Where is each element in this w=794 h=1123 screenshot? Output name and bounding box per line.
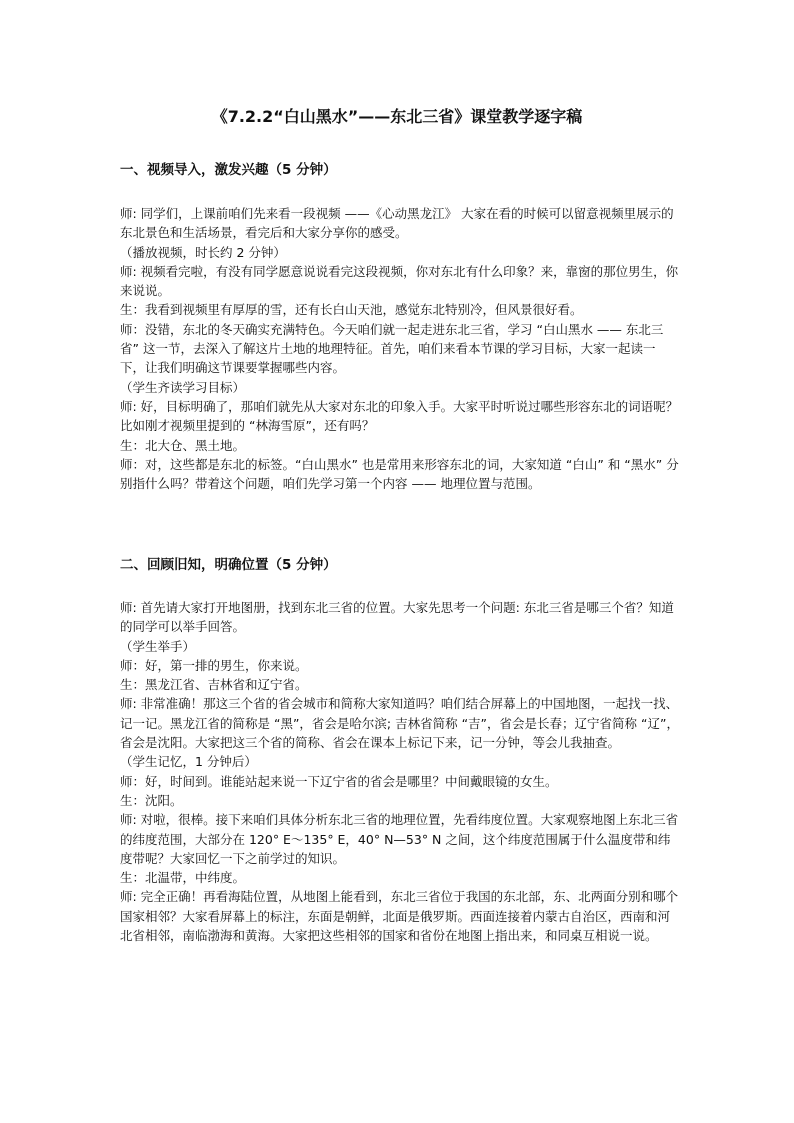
paragraph: 师：对，这些都是东北的标签。“白山黑水” 也是常用来形容东北的词，大家知道 “白山” 和 “黑水” 分别指什么吗？带着这个问题，咱们先学习第一个内容 —— 地理位置与范围。 xyxy=(120,456,679,492)
paragraph: 生：北大仓、黑土地。 xyxy=(120,437,246,453)
paragraph: 师: 同学们，上课前咱们先来看一段视频 ——《心动黑龙江》 大家在看的时候可以留意视频里展示的东北景色和生活场景，看完后和大家分享你的感受。 xyxy=(120,206,674,241)
paragraph: 生：我看到视频里有厚厚的雪，还有长白山天池，感觉东北特别冷，但风景很好看。 xyxy=(120,302,583,318)
section-body-2 xyxy=(120,598,680,945)
paragraph: （学生举手） xyxy=(120,638,196,654)
paragraph: 生：黑龙江省、吉林省和辽宁省。 xyxy=(120,677,308,693)
paragraph: 生：沈阳。 xyxy=(120,792,183,808)
paragraph: （学生记忆，1 分钟后） xyxy=(120,754,257,770)
paragraph: 师: 非常准确！那这三个省的省会城市和简称大家知道吗？咱们结合屏幕上的中国地图，一起找一找、记一记。黑龙江省的简称是 “黑”，省会是哈尔滨; 吉林省简称 “吉”，省会是长春；辽宁省简称 “辽”，省会是沈阳。大家把这三个省的简称、省会在课本上标记下来，记一分钟，等会儿我抽查。 xyxy=(120,696,679,751)
paragraph: 师：没错，东北的冬天确实充满特色。今天咱们就一起走进东北三省，学习 “白山黑水 —— 东北三省” 这一节，去深入了解这片土地的地理特征。首先，咱们来看本节课的学习目标，大家一起读一下，让我们明确这节课要掌握哪些内容。 xyxy=(120,321,664,376)
section-body-1 xyxy=(120,204,680,493)
paragraph: 师: 好，目标明确了，那咱们就先从大家对东北的印象入手。大家平时听说过哪些形容东北的词语呢？比如刚才视频里提到的 “林海雪原”，还有吗？ xyxy=(120,398,679,434)
paragraph: 师: 视频看完啦，有没有同学愿意说说看完这段视频，你对东北有什么印象？来，靠窗的那位男生，你来说说。 xyxy=(120,263,679,299)
paragraph: 师：好，第一排的男生，你来说。 xyxy=(120,657,308,673)
paragraph: 师: 首先请大家打开地图册，找到东北三省的位置。大家先思考一个问题: 东北三省是哪三个省？知道的同学可以举手回答。 xyxy=(120,600,674,635)
document-title: 《7.2.2“白山黑水”——东北三省》课堂教学逐字稿 xyxy=(211,107,583,126)
paragraph: 师：好，时间到。谁能站起来说一下辽宁省的省会是哪里？中间戴眼镜的女生。 xyxy=(120,773,558,789)
paragraph: （播放视频，时长约 2 分钟） xyxy=(120,244,286,260)
section-heading-1: 一、视频导入，激发兴趣（5 分钟） xyxy=(120,162,337,178)
section-heading-2: 二、回顾旧知，明确位置（5 分钟） xyxy=(120,557,337,573)
paragraph: 生：北温带，中纬度。 xyxy=(120,870,246,886)
paragraph: （学生齐读学习目标） xyxy=(120,379,246,395)
paragraph: 师: 对啦，很棒。接下来咱们具体分析东北三省的地理位置，先看纬度位置。大家观察地图上东北三省的纬度范围，大部分在 120° E～135° E，40° N—53° N 之间，这个纬度范围属于什么温度带和纬度带呢？大家回忆一下之前学过的知识。 xyxy=(120,812,679,866)
paragraph: 师: 完全正确！再看海陆位置，从地图上能看到，东北三省位于我国的东北部，东、北两面分别和哪个国家相邻？大家看屏幕上的标注，东面是朝鲜，北面是俄罗斯。西面连接着内蒙古自治区，西南和河北省相邻，南临渤海和黄海。大家把这些相邻的国家和省份在地图上指出来，和同桌互相说一说。 xyxy=(120,889,679,944)
